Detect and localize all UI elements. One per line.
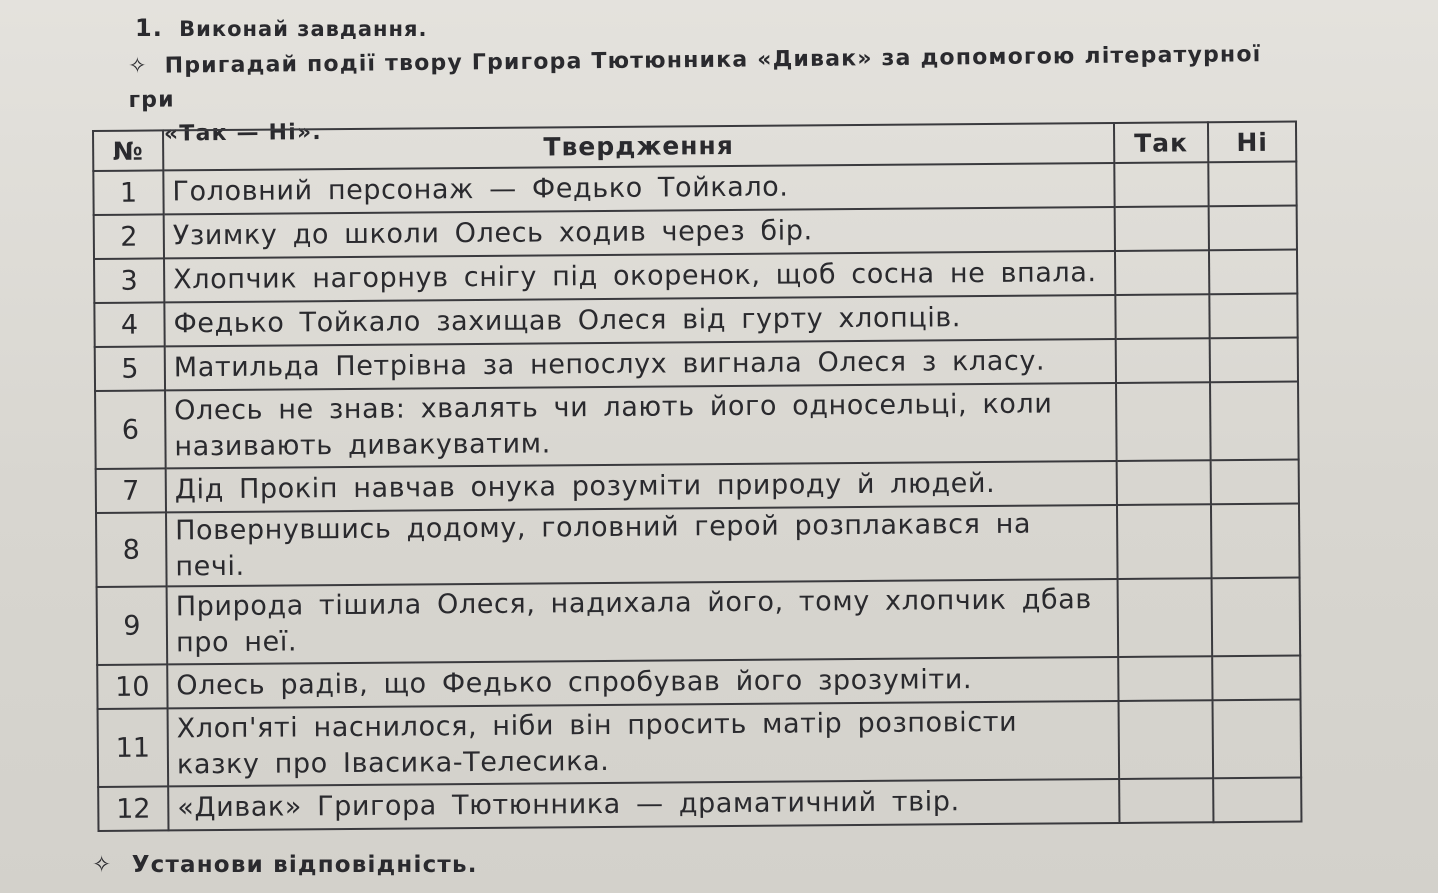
row-statement: Хлоп'яті наснилося, ніби він просить матір розповісти казку про Івасика-Телесика.: [168, 701, 1120, 786]
answer-yes-cell[interactable]: [1115, 206, 1209, 251]
answer-yes-cell[interactable]: [1118, 656, 1212, 701]
row-statement: Узимку до школи Олесь ходив через бір.: [164, 207, 1115, 258]
table-row: [95, 382, 1299, 469]
answer-yes-cell[interactable]: [1116, 338, 1210, 383]
table-row: [98, 700, 1302, 787]
row-number: 2: [94, 214, 164, 259]
instruction-line2: «Так — Ні».: [163, 119, 323, 147]
answer-no-cell[interactable]: [1209, 206, 1297, 251]
answer-no-cell[interactable]: [1210, 338, 1298, 383]
answer-no-cell[interactable]: [1209, 294, 1297, 339]
header-yes: Так: [1114, 122, 1208, 163]
answer-yes-cell[interactable]: [1115, 250, 1209, 295]
diamond-icon: ✧: [128, 53, 148, 79]
row-statement: Головний персонаж — Федько Тойкало.: [163, 163, 1114, 214]
answer-yes-cell[interactable]: [1117, 504, 1212, 579]
answer-no-cell[interactable]: [1208, 162, 1296, 207]
answer-no-cell[interactable]: [1209, 250, 1297, 295]
answer-no-cell[interactable]: [1212, 578, 1301, 657]
answer-no-cell[interactable]: [1210, 382, 1299, 461]
answer-yes-cell[interactable]: [1119, 700, 1214, 779]
task-number: 1.: [135, 14, 163, 42]
table-row: [97, 578, 1301, 665]
row-statement: Федько Тойкало захищав Олеся від гурту хлопців.: [164, 295, 1115, 346]
row-number: 10: [97, 664, 167, 709]
answer-no-cell[interactable]: [1213, 778, 1301, 823]
row-statement: Повернувшись додому, головний герой розплакався на печі.: [166, 505, 1118, 586]
true-false-table: [92, 121, 1302, 832]
answer-yes-cell[interactable]: [1118, 578, 1213, 657]
row-number: 5: [95, 346, 165, 391]
task-heading: [135, 14, 428, 42]
table-row: [98, 778, 1301, 831]
answer-no-cell[interactable]: [1212, 656, 1300, 701]
row-number: 12: [98, 786, 168, 831]
answer-yes-cell[interactable]: [1117, 460, 1211, 505]
answer-yes-cell[interactable]: [1114, 162, 1208, 207]
row-number: 3: [94, 258, 164, 303]
table-row: [96, 504, 1300, 587]
row-number: 6: [95, 390, 166, 469]
row-number: 8: [96, 512, 167, 587]
row-statement: Хлопчик нагорнув снігу під окоренок, щоб сосна не впала.: [164, 251, 1115, 302]
row-statement: Олесь радів, що Федько спробував його зрозуміти.: [167, 657, 1118, 708]
answer-no-cell[interactable]: [1213, 700, 1302, 779]
row-number: 7: [96, 468, 166, 513]
header-no: Ні: [1208, 122, 1296, 163]
row-statement: Природа тішила Олеся, надихала його, тому хлопчик дбав про неї.: [167, 579, 1119, 664]
answer-no-cell[interactable]: [1211, 504, 1300, 579]
header-number: №: [93, 130, 163, 171]
row-number: 11: [98, 708, 169, 787]
instruction-line1: Пригадай події твору Григора Тютюнника «Дивак» за допомогою літературної гри: [128, 42, 1262, 113]
answer-no-cell[interactable]: [1211, 460, 1299, 505]
row-statement: Олесь не знав: хвалять чи лають його односельці, коли називають дивакуватим.: [165, 383, 1117, 468]
row-number: 9: [97, 586, 168, 665]
row-number: 1: [93, 170, 163, 215]
row-number: 4: [94, 302, 164, 347]
answer-yes-cell[interactable]: [1116, 382, 1211, 461]
answer-yes-cell[interactable]: [1119, 778, 1213, 823]
next-task-text: Установи відповідність.: [131, 852, 478, 878]
answer-yes-cell[interactable]: [1115, 294, 1209, 339]
task-title: Виконай завдання.: [179, 17, 428, 41]
row-statement: Матильда Петрівна за непослух вигнала Олеся з класу.: [165, 339, 1116, 390]
row-statement: Дід Прокіп навчав онука розуміти природу й людей.: [166, 461, 1117, 512]
header-statement: Твердження: [163, 123, 1114, 170]
diamond-icon: ✧: [92, 852, 113, 878]
next-task-instruction: [92, 852, 478, 878]
row-statement: «Дивак» Григора Тютюнника — драматичний твір.: [168, 779, 1119, 830]
